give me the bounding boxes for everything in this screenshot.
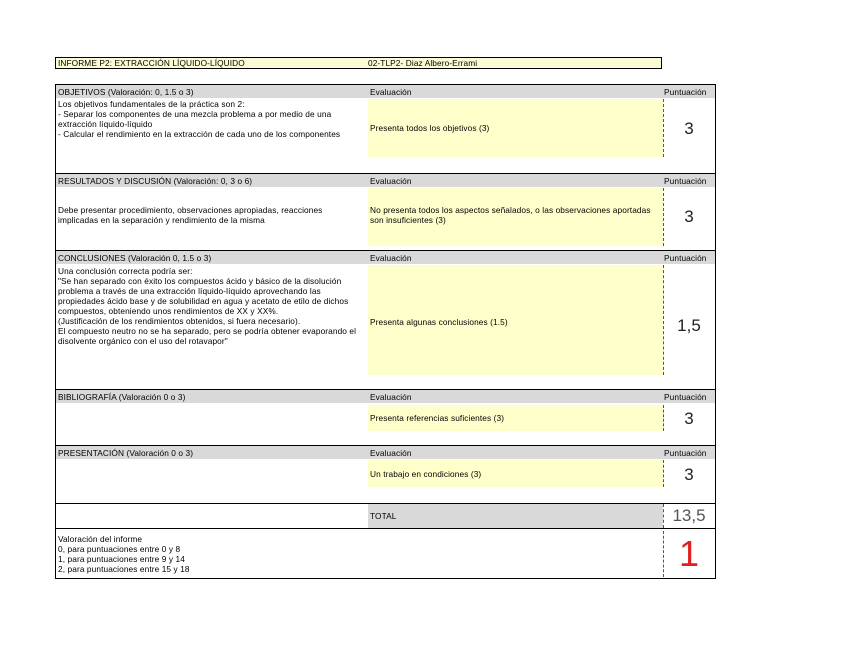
eval-cell-objetivos — [368, 99, 663, 157]
section-description-objetivos: Los objetivos fundamentales de la práctica son 2: - Separar los componentes de una mezcla problema a por medio de una extracción líquido-líquido - Calcular el rendimiento en la extracción de cada uno de los componentes — [58, 99, 341, 139]
section-title-conclusiones: CONCLUSIONES (Valoración 0, 1.5 o 3) — [58, 253, 212, 263]
eval-label-presentacion: Evaluación — [370, 448, 412, 458]
evaluation-resultados: No presenta todos los aspectos señalados, o las observaciones aportadas son insuficientes (3) — [370, 205, 654, 225]
eval-label-conclusiones: Evaluación — [370, 253, 412, 263]
evaluation-objetivos: Presenta todos los objetivos (3) — [370, 123, 490, 133]
evaluation-table — [55, 84, 716, 579]
score-label-presentacion: Puntuación — [664, 448, 707, 458]
eval-cell-bibliografia — [368, 405, 663, 431]
score-presentacion: 3 — [684, 465, 694, 484]
section-title-bibliografia: BIBLIOGRAFÍA (Valoración 0 o 3) — [58, 392, 186, 402]
evaluation-conclusiones: Presenta algunas conclusiones (1.5) — [370, 317, 508, 327]
group-name: 02-TLP2- Diaz Albero-Errami — [368, 58, 478, 68]
section-title-resultados: RESULTADOS Y DISCUSIÓN (Valoración: 0, 3 o 6) — [58, 176, 253, 186]
score-conclusiones: 1,5 — [677, 316, 701, 335]
section-description-resultados: Debe presentar procedimiento, observaciones apropiadas, reacciones implicadas en la separación y rendimiento de la misma — [58, 205, 325, 225]
eval-label-objetivos: Evaluación — [370, 87, 412, 97]
eval-cell-conclusiones — [368, 265, 663, 375]
score-label-bibliografia: Puntuación — [664, 392, 707, 402]
eval-cell-resultados — [368, 188, 663, 246]
evaluation-presentacion: Un trabajo en condiciones (3) — [370, 469, 482, 479]
row-divider — [56, 528, 715, 529]
report-header — [55, 57, 662, 69]
report-title: INFORME P2: EXTRACCIÓN LÍQUIDO-LÍQUIDO — [58, 58, 245, 68]
score-label-resultados: Puntuación — [664, 176, 707, 186]
section-title-presentacion: PRESENTACIÓN (Valoración 0 o 3) — [58, 448, 194, 458]
score-bibliografia: 3 — [684, 409, 694, 428]
section-title-objetivos: OBJETIVOS (Valoración: 0, 1.5 o 3) — [58, 87, 194, 97]
rating-value: 1 — [678, 533, 700, 574]
score-objetivos: 3 — [684, 119, 694, 138]
total-band — [368, 504, 663, 528]
eval-label-bibliografia: Evaluación — [370, 392, 412, 402]
total-score: 13,5 — [672, 506, 706, 525]
score-resultados: 3 — [684, 207, 694, 226]
score-label-conclusiones: Puntuación — [664, 253, 707, 263]
evaluation-bibliografia: Presenta referencias suficientes (3) — [370, 413, 505, 423]
score-label-objetivos: Puntuación — [664, 87, 707, 97]
section-description-conclusiones: Una conclusión correcta podría ser: "Se han separado con éxito los compuestos ácido y básico de la disolución problema a través de una extracción líquido-líquido aprovechando las propiedades ácido base y de solubilidad en agua y acetato de etilo de dichos compuestos, obteniendo unos rendimientos de XX y XX%. (Justificación de los rendimientos obtenidos, si fuera necesario). El compuesto neutro no se ha separado, pero se podría obtener evaporando el disolvente orgánico con el uso del rotavapor" — [58, 266, 357, 346]
rating-legend: Valoración del informe 0, para puntuaciones entre 0 y 8 1, para puntuaciones entre 9 y 14 2, para puntuaciones entre 15 y 18 — [58, 534, 190, 574]
total-label: TOTAL — [370, 511, 397, 521]
eval-label-resultados: Evaluación — [370, 176, 412, 186]
eval-cell-presentacion — [368, 460, 663, 487]
